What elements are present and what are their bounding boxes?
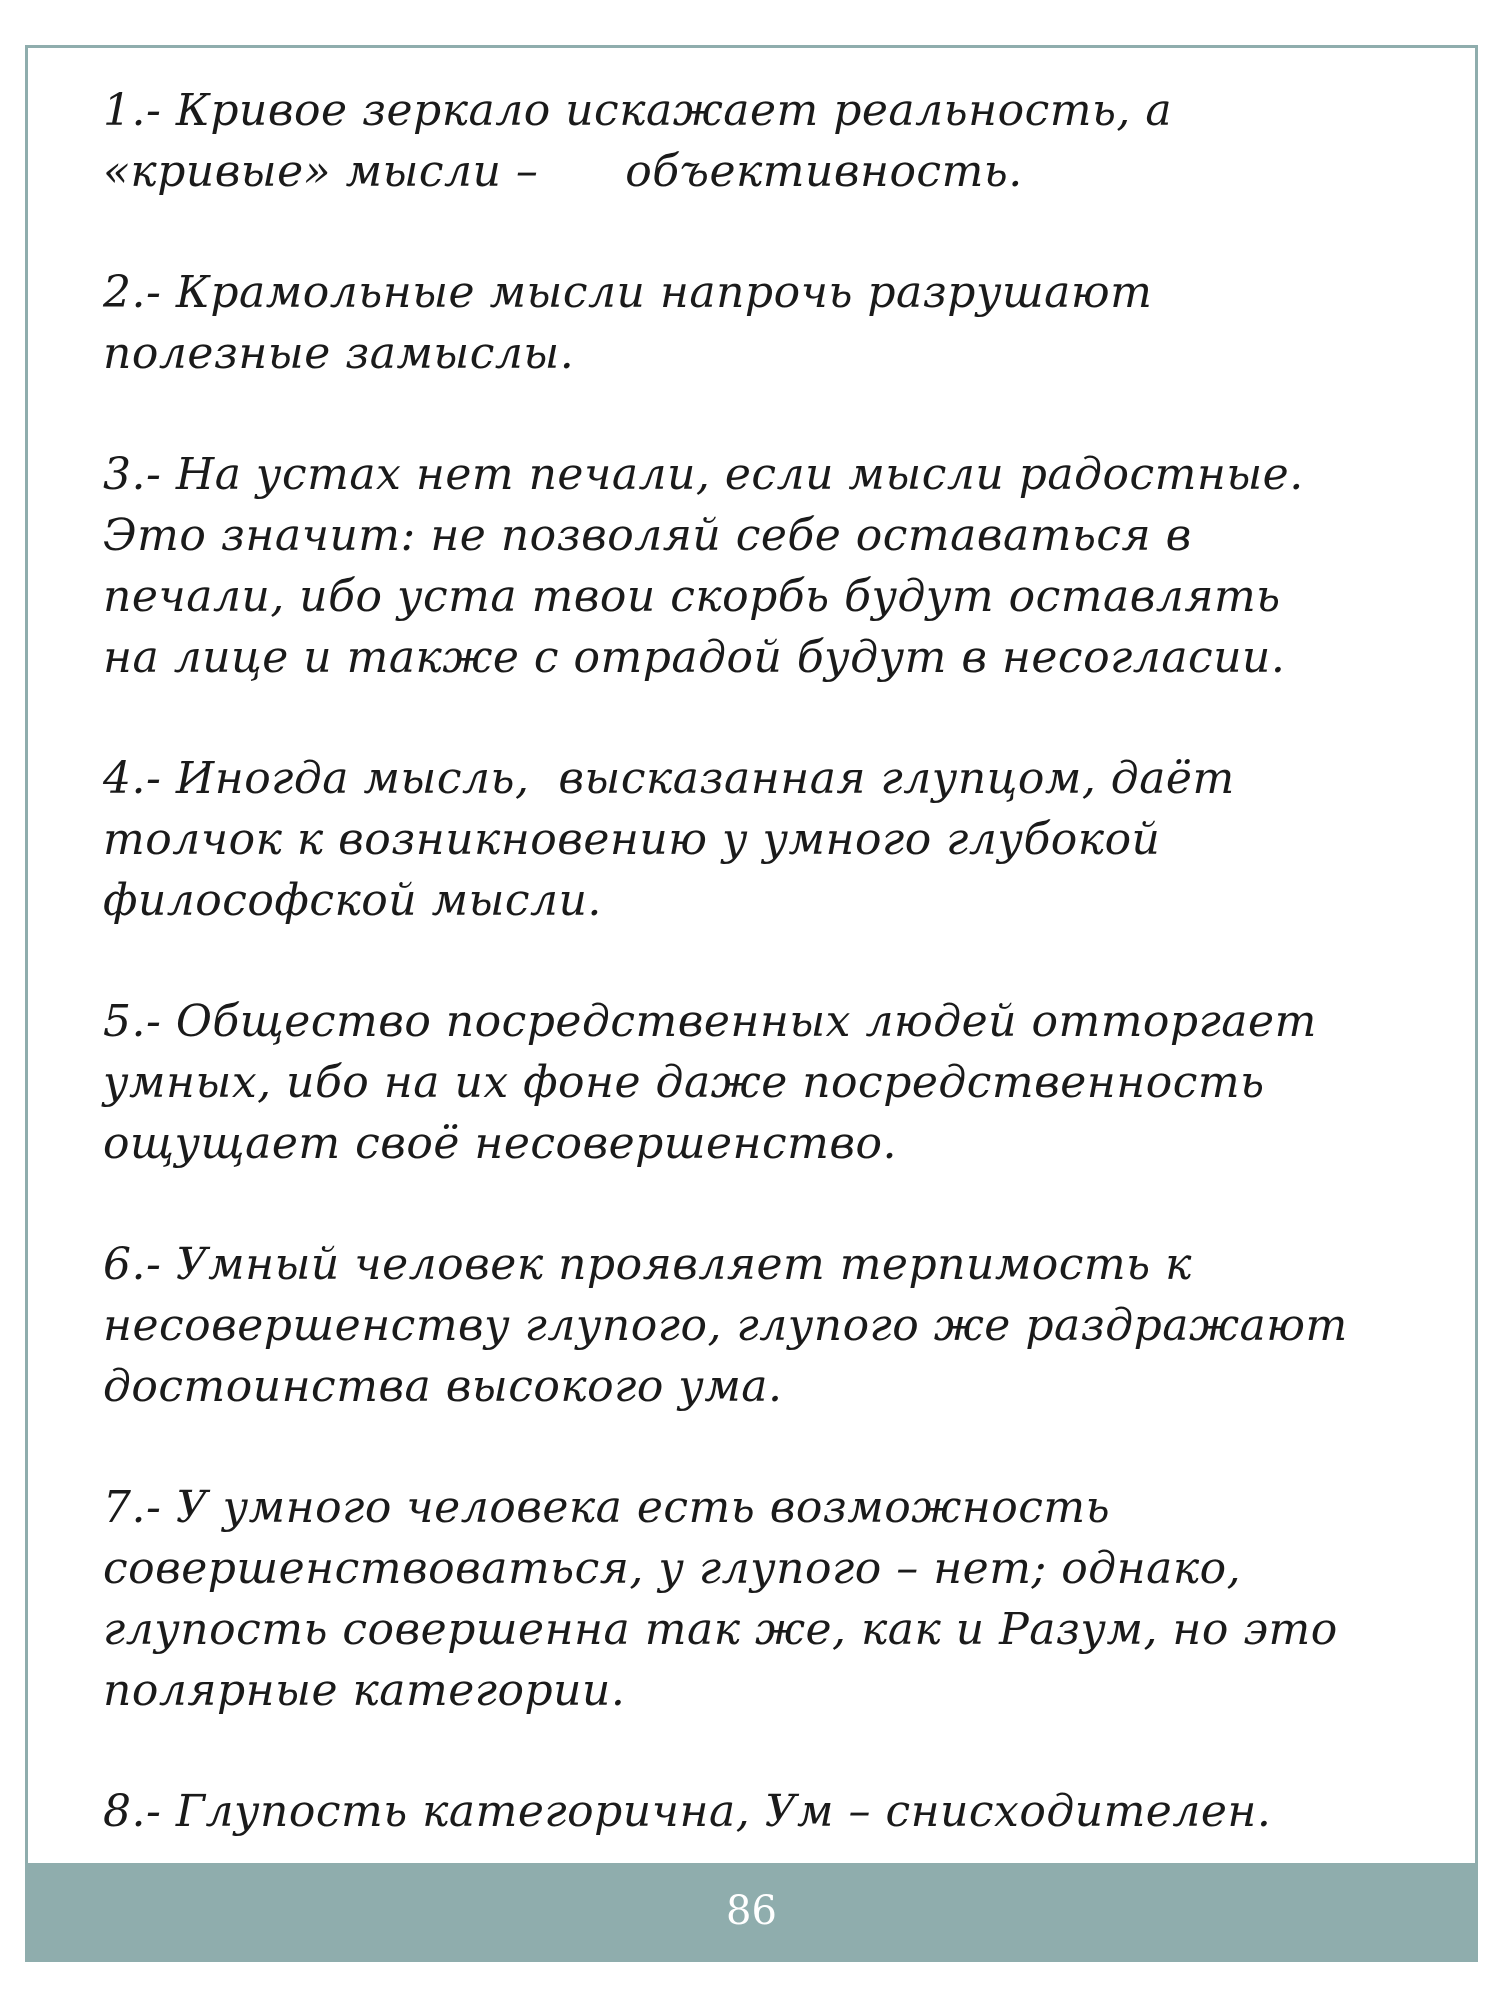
aphorism-line: толчок к возникновению у умного глубокой: [103, 814, 1161, 865]
aphorism-line: 3.- На устах нет печали, если мысли радостные.: [103, 449, 1304, 500]
aphorism-line: 7.- У умного человека есть возможность: [103, 1482, 1111, 1533]
aphorism-line: совершенствоваться, у глупого – нет; однако,: [103, 1543, 1242, 1594]
aphorism-6: [103, 1234, 1433, 1417]
aphorism-line: на лице и также с отрадой будут в несогласии.: [103, 632, 1286, 683]
aphorism-line: 2.- Крамольные мысли напрочь разрушают: [103, 267, 1153, 318]
aphorism-line: печали, ибо уста твои скорбь будут оставлять: [103, 571, 1281, 622]
aphorism-line: полезные замыслы.: [103, 328, 575, 379]
aphorism-7: [103, 1477, 1433, 1721]
aphorism-line: 1.- Кривое зеркало искажает реальность, а: [103, 85, 1173, 136]
page-frame: [25, 45, 1478, 1962]
page-number: 86: [726, 1888, 777, 1934]
aphorism-line: «кривые» мысли – объективность.: [103, 146, 1023, 197]
aphorism-line: достоинства высокого ума.: [103, 1361, 783, 1412]
aphorism-8: [103, 1781, 1433, 1842]
aphorism-line: умных, ибо на их фоне даже посредственность: [103, 1057, 1265, 1108]
aphorism-line: философской мысли.: [103, 875, 602, 926]
aphorism-list: [103, 80, 1433, 1902]
aphorism-line: 6.- Умный человек проявляет терпимость к: [103, 1239, 1192, 1290]
aphorism-line: глупость совершенна так же, как и Разум, но это: [103, 1604, 1338, 1655]
aphorism-line: полярные категории.: [103, 1665, 626, 1716]
aphorism-line: Это значит: не позволяй себе оставаться в: [103, 510, 1192, 561]
aphorism-4: [103, 748, 1433, 931]
aphorism-line: ощущает своё несовершенство.: [103, 1118, 897, 1169]
aphorism-line: несовершенству глупого, глупого же раздражают: [103, 1300, 1348, 1351]
aphorism-line: 8.- Глупость категорична, Ум – снисходителен.: [103, 1786, 1272, 1837]
aphorism-2: [103, 262, 1433, 384]
aphorism-line: 4.- Иногда мысль, высказанная глупцом, даёт: [103, 753, 1235, 804]
aphorism-1: [103, 80, 1433, 202]
footer-bar: [28, 1863, 1475, 1959]
aphorism-line: 5.- Общество посредственных людей отторгает: [103, 996, 1317, 1047]
aphorism-3: [103, 444, 1433, 688]
aphorism-5: [103, 991, 1433, 1174]
